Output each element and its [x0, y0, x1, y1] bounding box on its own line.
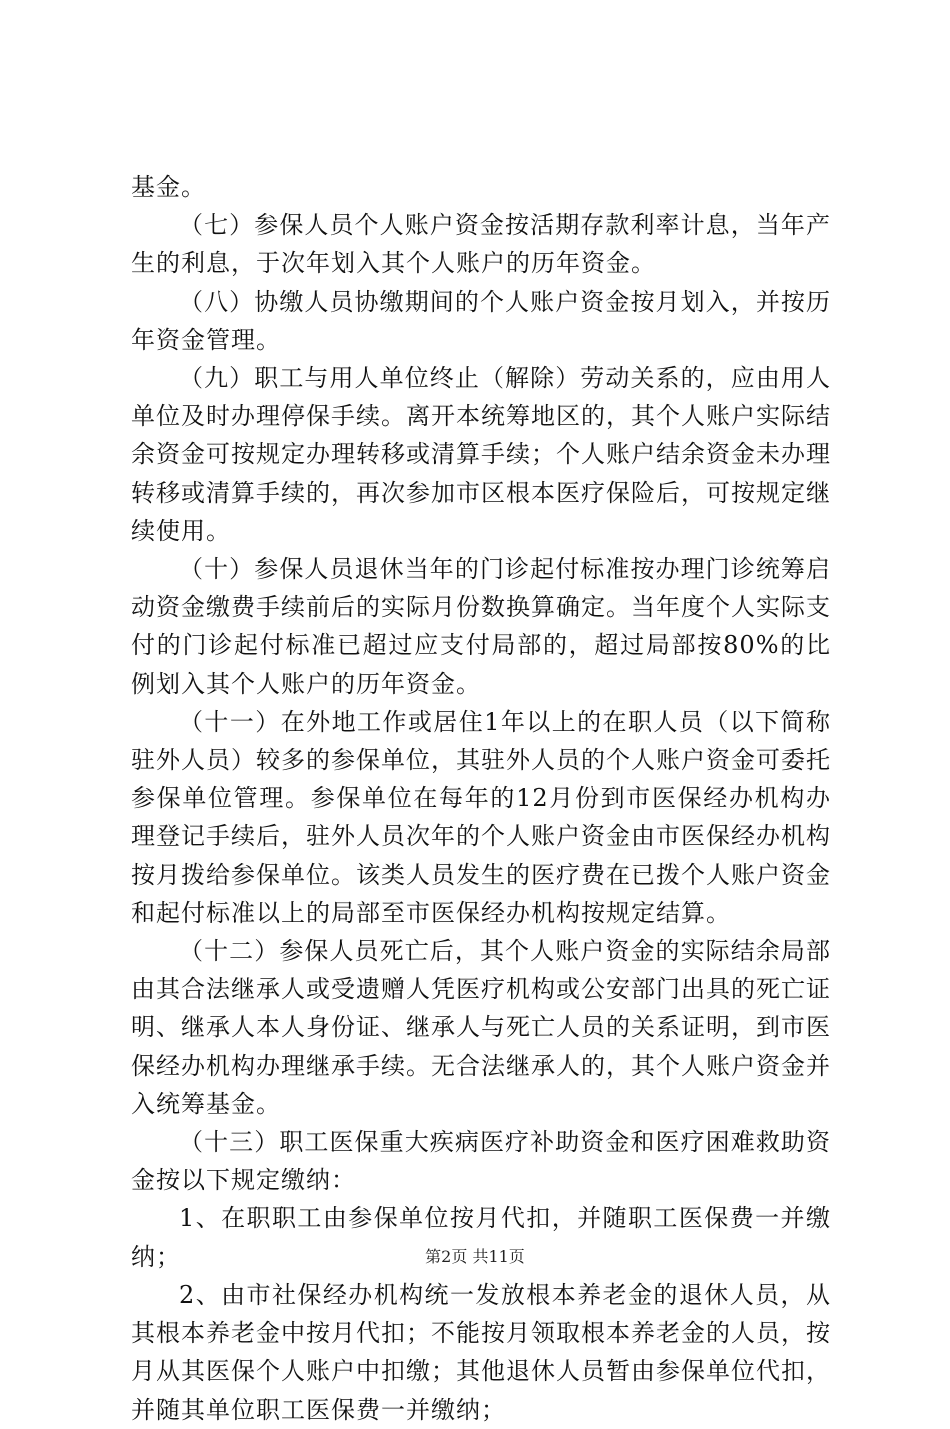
paragraph-item-11: （十一）在外地工作或居住1年以上的在职人员（以下简称驻外人员）较多的参保单位，其驻外人员的个人账户资金可委托参保单位管理。参保单位在每年的12月份到市医保经办机构办理登记手续后，驻外人员次年的个人账户资金由市医保经办机构按月拨给参保单位。该类人员发生的医疗费在已拨个人账户资金和起付标准以上的局部至市医保经办机构按规定结算。 [131, 707, 831, 927]
paragraph-continuation: 基金。 [131, 173, 206, 201]
document-body [131, 168, 831, 1429]
paragraph-item-8: （八）协缴人员协缴期间的个人账户资金按月划入，并按历年资金管理。 [131, 287, 831, 354]
paragraph-item-7: （七）参保人员个人账户资金按活期存款利率计息，当年产生的利息，于次年划入其个人账户的历年资金。 [131, 211, 831, 278]
paragraph-subitem-1: 1、在职职工由参保单位按月代扣，并随职工医保费一并缴纳； [131, 1204, 831, 1271]
paragraph-subitem-2: 2、由市社保经办机构统一发放根本养老金的退休人员，从其根本养老金中按月代扣；不能按月领取根本养老金的人员，按月从其医保个人账户中扣缴；其他退休人员暂由参保单位代扣，并随其单位职工医保费一并缴纳； [131, 1280, 831, 1424]
paragraph-item-12: （十二）参保人员死亡后，其个人账户资金的实际结余局部由其合法继承人或受遗赠人凭医疗机构或公安部门出具的死亡证明、继承人本人身份证、继承人与死亡人员的关系证明，到市医保经办机构办理继承手续。无合法继承人的，其个人账户资金并入统筹基金。 [131, 937, 831, 1118]
paragraph-item-10: （十）参保人员退休当年的门诊起付标准按办理门诊统筹启动资金缴费手续前后的实际月份数换算确定。当年度个人实际支付的门诊起付标准已超过应支付局部的，超过局部按80%的比例划入其个人账户的历年资金。 [131, 555, 831, 698]
paragraph-item-13: （十三）职工医保重大疾病医疗补助资金和医疗困难救助资金按以下规定缴纳： [131, 1128, 831, 1195]
page-number-footer: 第2页 共11页 [425, 1247, 525, 1266]
paragraph-item-9: （九）职工与用人单位终止（解除）劳动关系的，应由用人单位及时办理停保手续。离开本统筹地区的，其个人账户实际结余资金可按规定办理转移或清算手续；个人账户结余资金未办理转移或清算手续的，再次参加市区根本医疗保险后，可按规定继续使用。 [131, 364, 831, 545]
